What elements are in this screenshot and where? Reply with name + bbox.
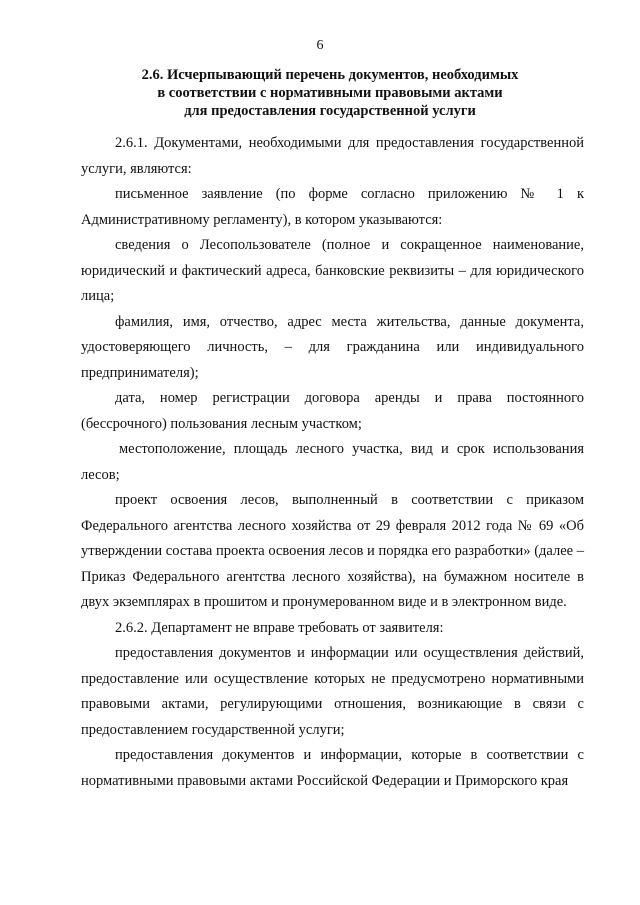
section-heading-line: для предоставления государственной услуги bbox=[184, 103, 476, 119]
section-heading-line: 2.6. Исчерпывающий перечень документов, необходимых bbox=[141, 67, 519, 83]
document-body bbox=[81, 131, 584, 794]
page-number: 6 bbox=[316, 38, 324, 53]
paragraph-requirement-1: предоставления документов и информации или осуществления действий, предоставление или осуществление которых не предусмотрено нормативными правовыми актами, регулирующими отношения, возникающие в связи с предоставлением государственной услуги; bbox=[81, 645, 584, 738]
paragraph-application: письменное заявление (по форме согласно приложению № 1 к Административному регламенту), в котором указываются: bbox=[81, 186, 584, 228]
paragraph-2-6-2: 2.6.2. Департамент не вправе требовать от заявителя: bbox=[115, 619, 444, 636]
paragraph-location: местоположение, площадь лесного участка, вид и срок использования лесов; bbox=[81, 441, 584, 483]
paragraph-forest-project: проект освоения лесов, выполненный в соответствии с приказом Федерального агентства лесного хозяйства от 29 февраля 2012 года № 69 «Об утверждении состава проекта освоения лесов и порядка его разработки» (далее – Приказ Федерального агентства лесного хозяйства), на бумажном носителе в двух экземплярах в прошитом и пронумерованном виде и в электронном виде. bbox=[81, 492, 584, 610]
paragraph-2-6-1: 2.6.1. Документами, необходимыми для предоставления государственной услуги, являются: bbox=[81, 135, 584, 177]
section-heading bbox=[80, 66, 580, 120]
paragraph-personal-data: фамилия, имя, отчество, адрес места жительства, данные документа, удостоверяющего личность, – для гражданина или индивидуального предпринимателя); bbox=[81, 313, 584, 381]
paragraph-requirement-2: предоставления документов и информации, которые в соответствии с нормативными правовыми актами Российской Федерации и Приморского края bbox=[81, 747, 584, 789]
paragraph-lease-date: дата, номер регистрации договора аренды и права постоянного (бессрочного) пользования лесным участком; bbox=[81, 390, 584, 432]
paragraph-user-info: сведения о Лесопользователе (полное и сокращенное наименование, юридический и фактический адреса, банковские реквизиты – для юридического лица; bbox=[81, 237, 584, 304]
section-heading-line: в соответствии с нормативными правовыми актами bbox=[157, 85, 503, 101]
